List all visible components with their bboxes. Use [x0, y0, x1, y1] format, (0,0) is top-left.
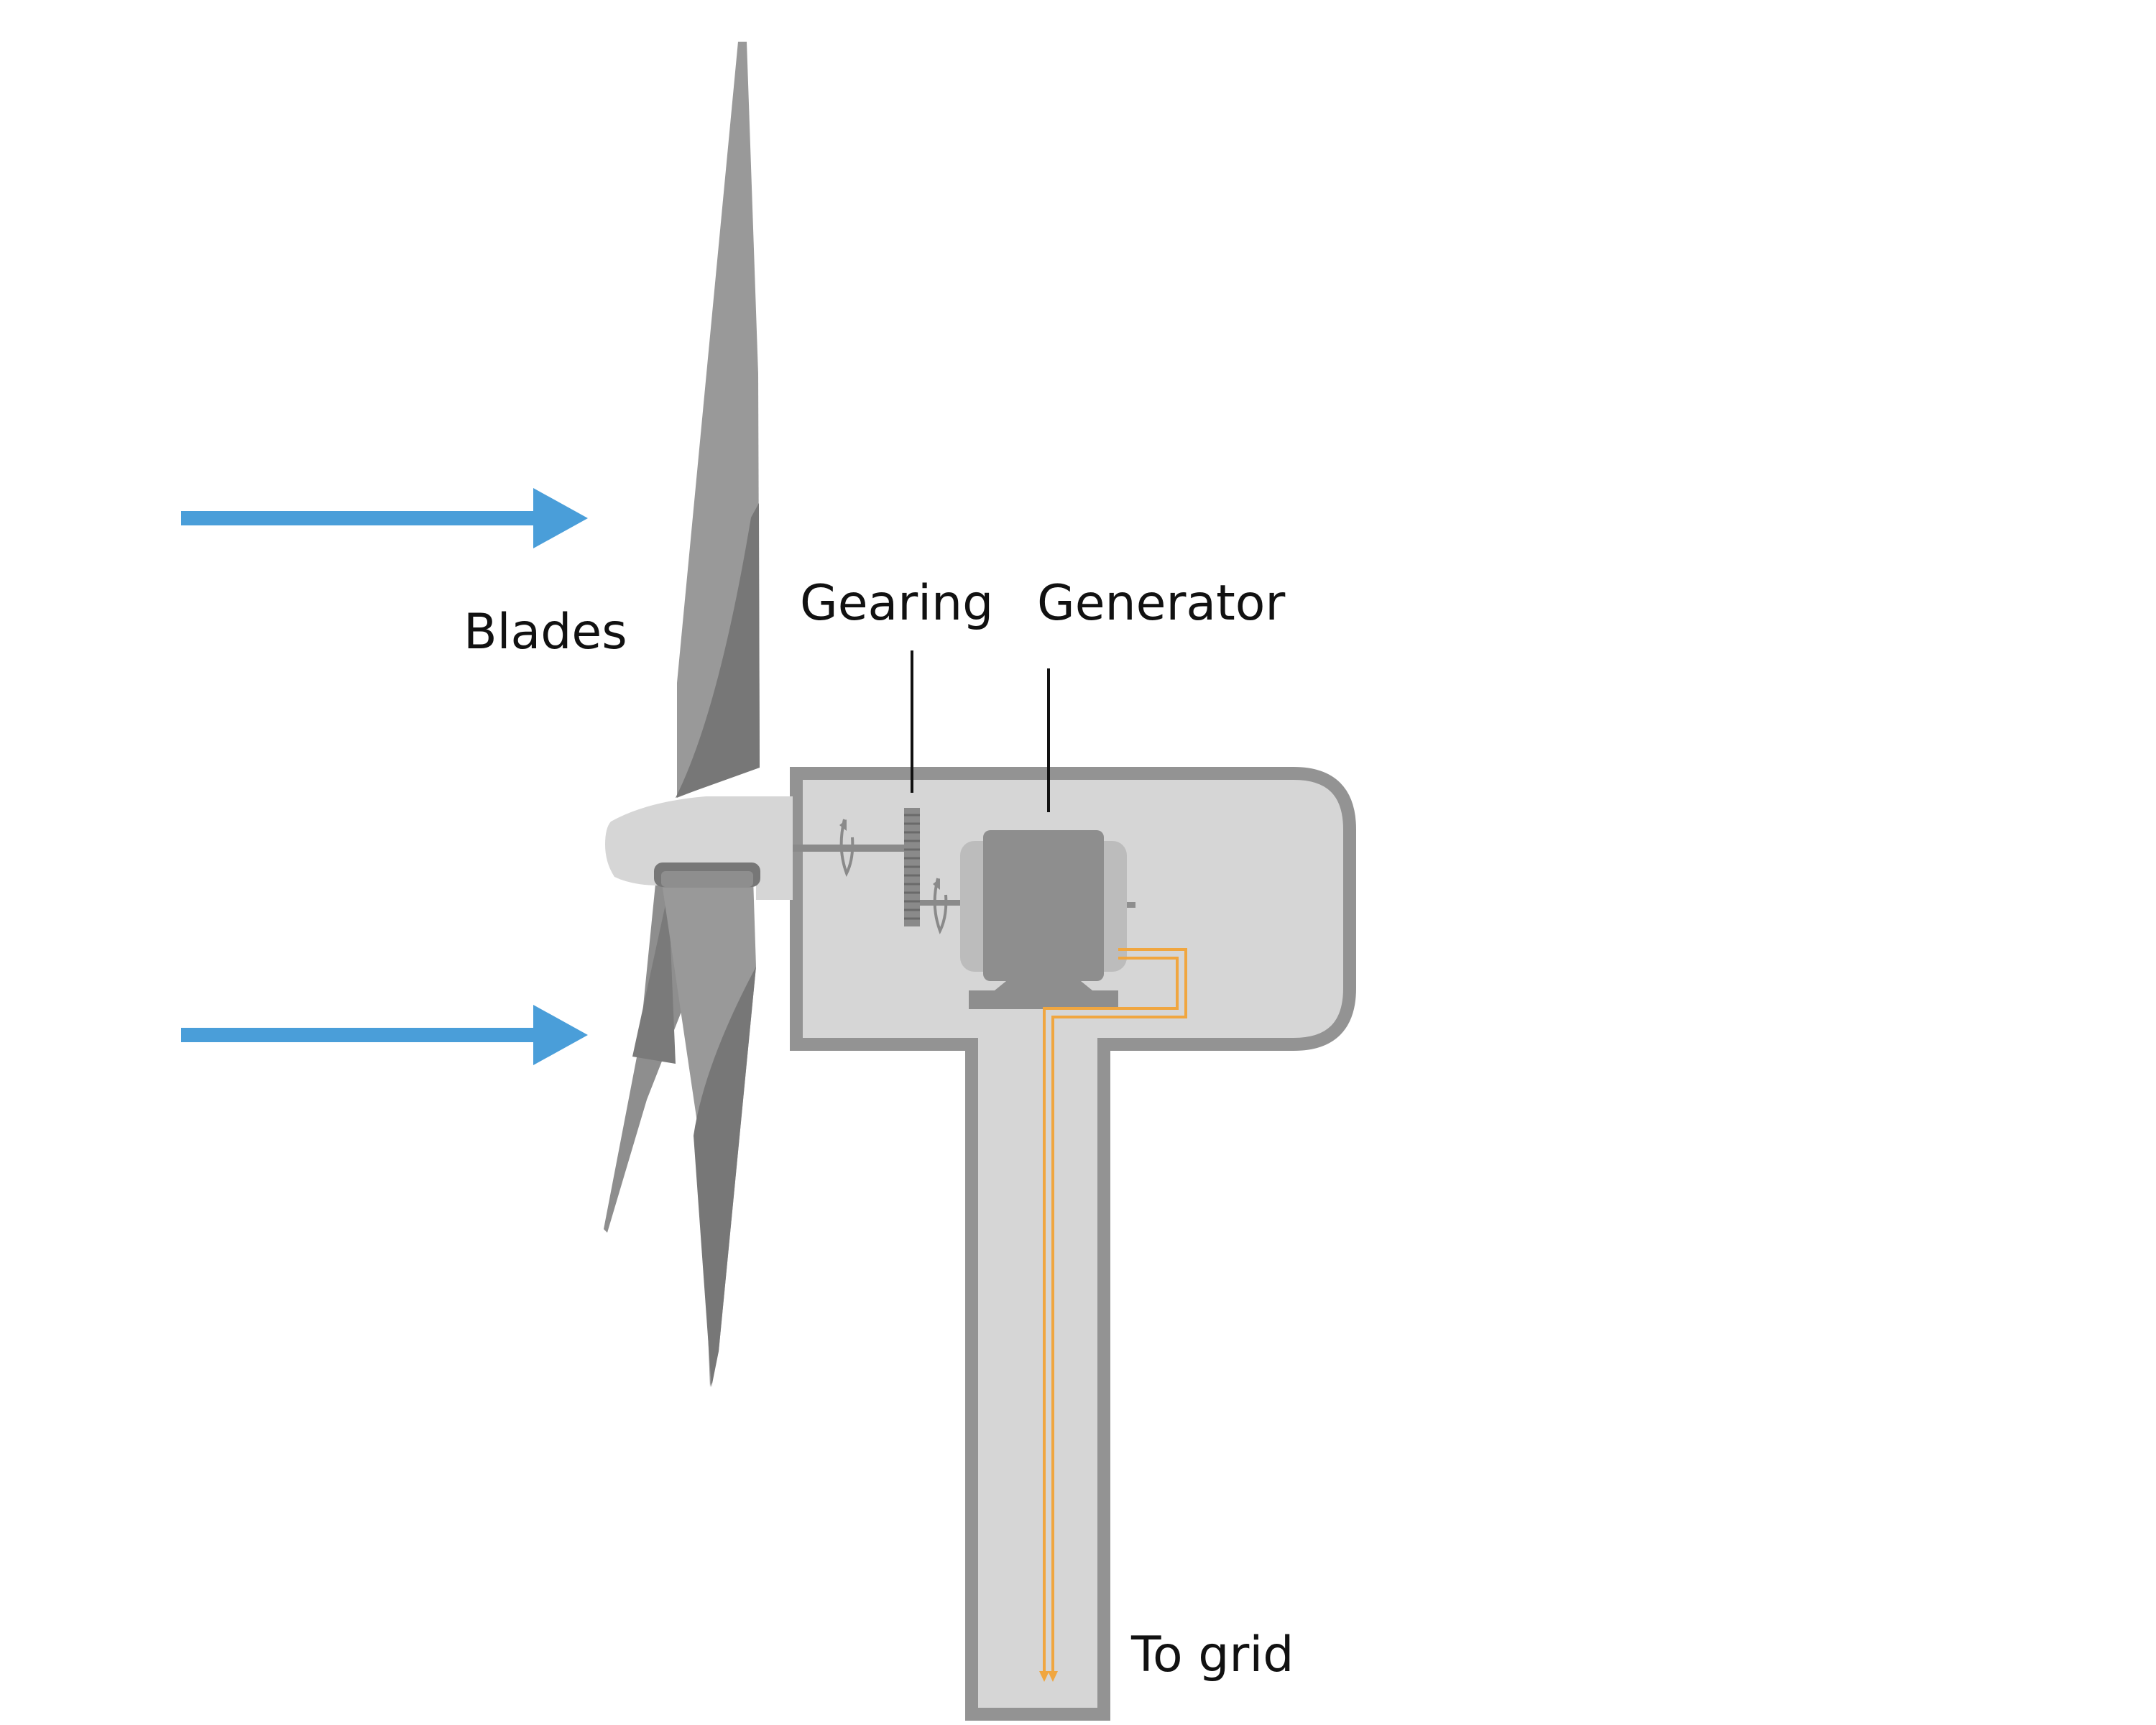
rotor-hub	[605, 796, 793, 900]
blade-upper	[676, 42, 760, 798]
label-to-grid: To grid	[1131, 1627, 1294, 1683]
label-generator: Generator	[1037, 575, 1286, 632]
wind-arrow-top	[181, 488, 588, 548]
gear-icon	[904, 808, 920, 926]
blade-lower-front	[658, 866, 757, 1387]
wind-arrow-bottom	[181, 1005, 588, 1065]
label-blades: Blades	[464, 604, 627, 661]
label-gearing: Gearing	[800, 575, 994, 632]
wind-arrows	[181, 488, 588, 1065]
